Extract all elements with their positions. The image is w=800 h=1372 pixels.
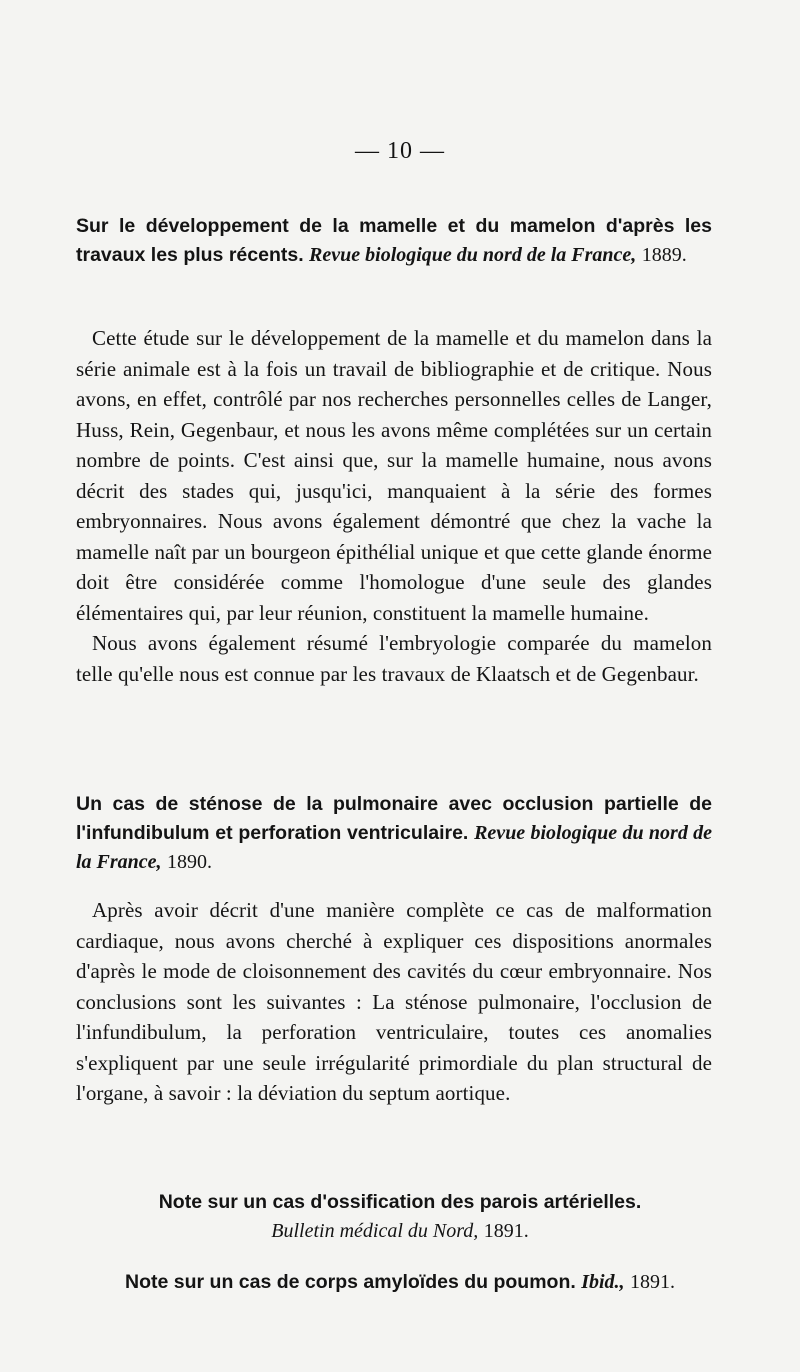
entry-2-heading: [76, 790, 712, 877]
entry-1-body: [76, 323, 712, 689]
entry-2-year: 1890.: [166, 851, 212, 873]
entry-1-year: 1889.: [641, 244, 687, 266]
entry-1-journal: Revue biologique du nord de la France,: [309, 244, 637, 266]
entry-2-paragraph-1: Après avoir décrit d'une manière complète ce cas de malformation cardiaque, nous avons cherché à expliquer ces dispositions anormales d'après le mode de cloisonnement des cavités du cœur embryonnaire. Nos conclusions sont les suivantes : La sténose pulmonaire, l'occlusion de l'infundibulum, la perforation ventriculaire, toutes ces anomalies s'expliquent par une seule irrégularité primordiale du plan structural de l'organe, à savoir : la déviation du septum aortique.: [76, 898, 712, 1105]
entry-4: [0, 1268, 800, 1297]
entry-1-paragraph-1: Cette étude sur le développement de la mamelle et du mamelon dans la série animale est à la fois un travail de bibliographie et de critique. Nous avons, en effet, contrôlé par nos recherches personnelles celles de Langer, Huss, Rein, Gegenbaur, et nous les avons même complétées sur un certain nombre de points. C'est ainsi que, sur la mamelle humaine, nous avons décrit des stades qui, jusqu'ici, manquaient à la série des formes embryonnaires. Nous avons également démontré que chez la vache la mamelle naît par un bourgeon épithélial unique et que cette glande énorme doit être considérée comme l'homologue d'une seule des glandes élémentaires qui, par leur réunion, constituent la mamelle humaine.: [76, 326, 712, 625]
page-number: — 10 —: [355, 138, 445, 164]
entry-2-title: Un cas de sténose de la pulmonaire avec occlusion partielle de l'infundibulum et perforation ventriculaire.: [76, 793, 712, 844]
entry-1-heading: [76, 212, 712, 270]
entry-3-citation: [0, 1217, 800, 1246]
entry-3-year: 1891.: [483, 1220, 529, 1242]
entry-3-title: Note sur un cas d'ossification des parois artérielles.: [158, 1191, 642, 1213]
entry-3-journal: Bulletin médical du Nord,: [271, 1220, 479, 1242]
entry-4-journal: Ibid.,: [581, 1271, 625, 1293]
entry-4-title: Note sur un cas de corps amyloïdes du poumon.: [125, 1271, 576, 1293]
entry-2-body: [76, 895, 712, 1109]
entry-1-title: Sur le développement de la mamelle et du mamelon d'après les travaux les plus récents.: [76, 215, 712, 266]
entry-4-year: 1891.: [629, 1271, 675, 1293]
entry-3: [0, 1188, 800, 1246]
entry-2-journal: Revue biologique du nord de la France,: [76, 822, 713, 873]
entry-1-paragraph-2: Nous avons également résumé l'embryologie comparée du mamelon telle qu'elle nous est connue par les travaux de Klaatsch et de Gegenbaur.: [76, 631, 712, 686]
